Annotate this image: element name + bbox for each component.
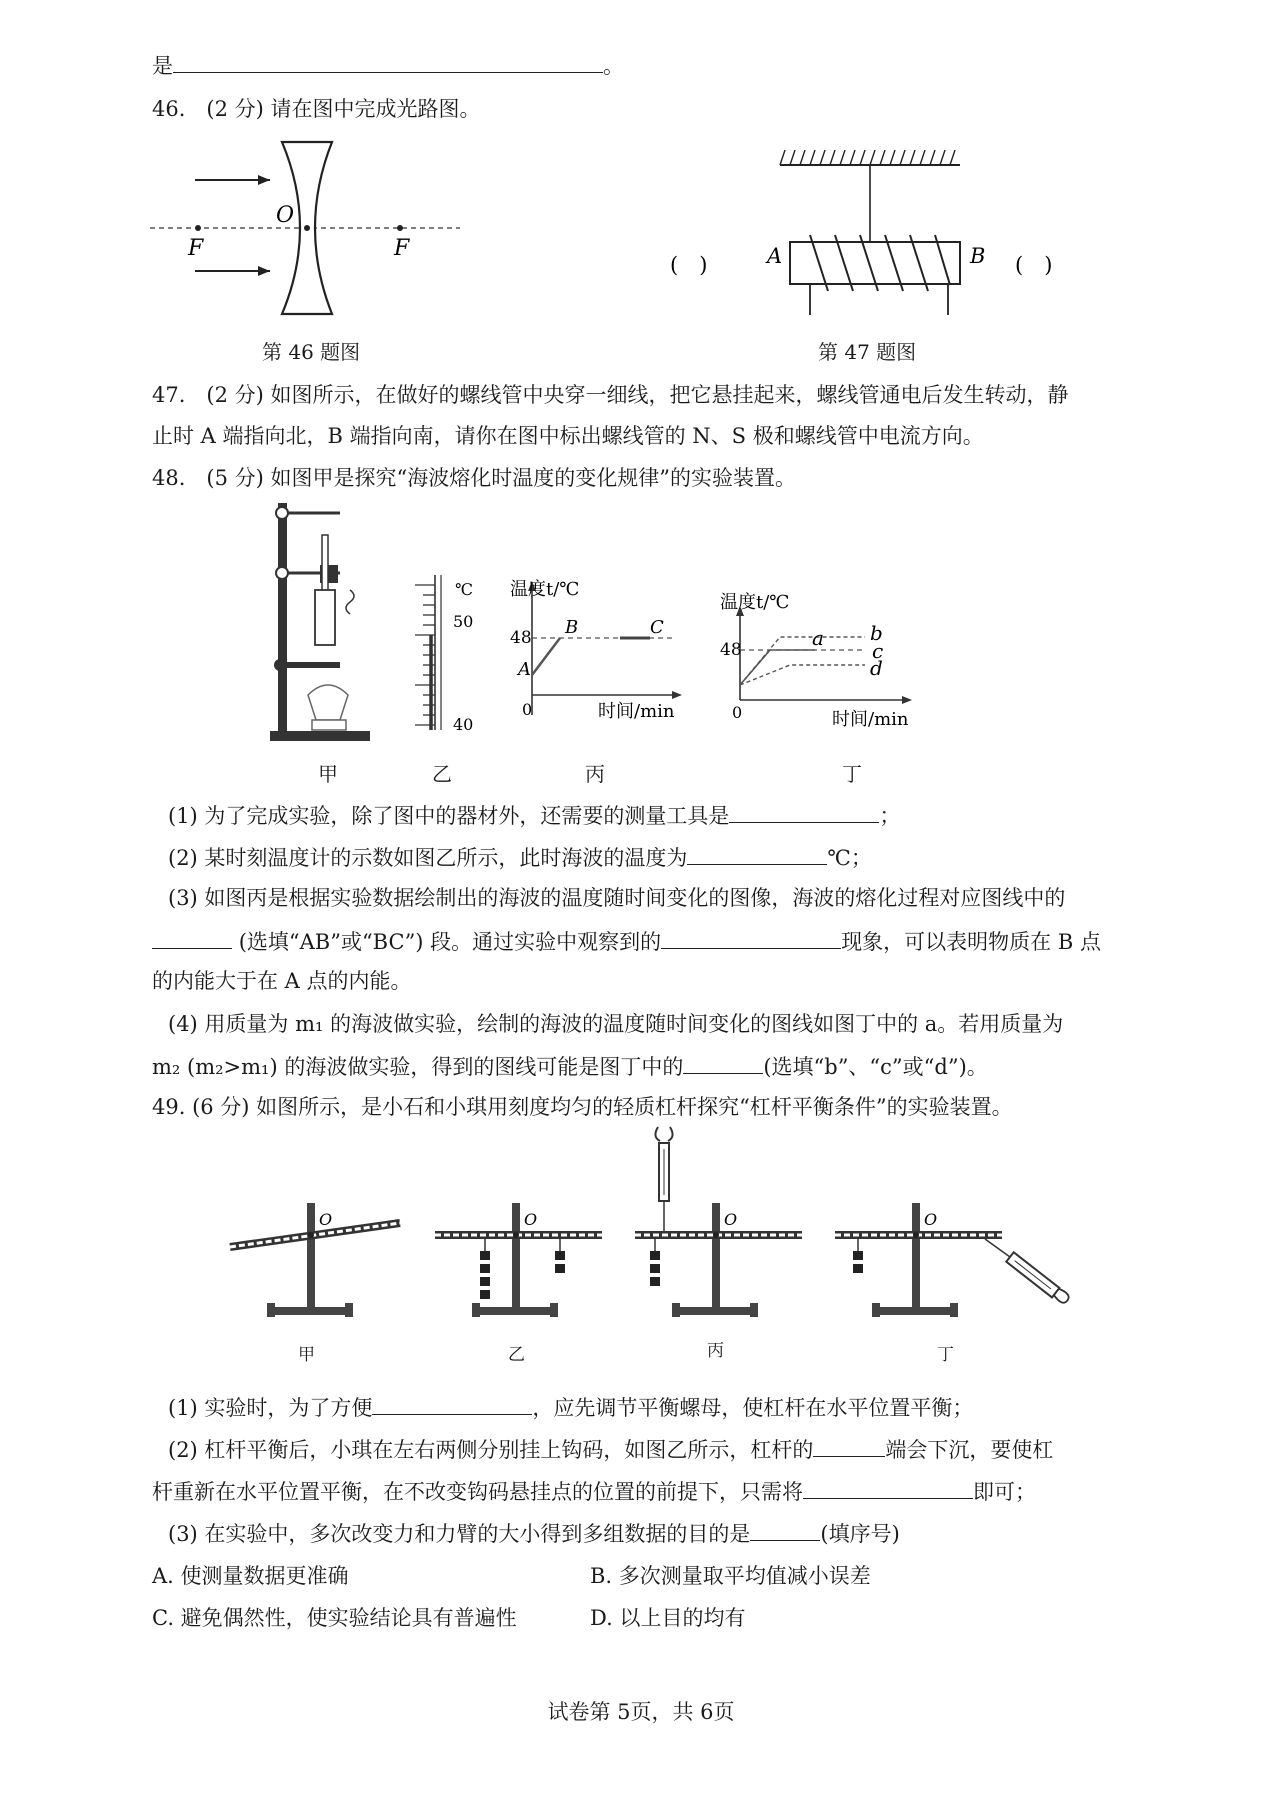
bing-y48: 48: [510, 628, 532, 648]
q49-label-jia: 甲: [298, 1345, 315, 1365]
answer-blank[interactable]: [173, 50, 603, 73]
q49-part1: (1) 实验时，为了方便 ，应先调节平衡螺母，使杠杆在水平位置平衡；: [168, 1392, 973, 1422]
q48-part4-blank[interactable]: [683, 1051, 763, 1074]
q48-label-yi: 乙: [432, 762, 452, 786]
q48-part3-blank1[interactable]: [152, 926, 232, 949]
q46-text: 46. (2 分) 请在图中完成光路图。: [152, 97, 481, 121]
q48-part4-line1: (4) 用质量为 m₁ 的海波做实验，绘制的海波的温度随时间变化的图线如图丁中的 a。若用质量为: [168, 1012, 1064, 1036]
bing-label-B: B: [565, 617, 579, 638]
thermometer-tick-50: 50: [453, 612, 474, 631]
ding-label-c: c: [872, 639, 884, 663]
label-F-left: F: [188, 236, 204, 261]
q49-lever-jia: [225, 1195, 415, 1339]
yi-pivot-O: O: [524, 1210, 538, 1229]
ding-xlabel: 时间/min: [832, 709, 909, 730]
q49-lever-ding: [830, 1195, 1070, 1339]
q49-intro: 49. (6 分) 如图所示，是小石和小琪用刻度均匀的轻质杠杆探究“杠杆平衡条件”的实验装置。: [152, 1095, 1013, 1119]
paren-left-answer: ( ): [670, 253, 708, 277]
q48-graph-ding: [720, 590, 930, 739]
q49-part3: (3) 在实验中，多次改变力和力臂的大小得到多组数据的目的是 (填序号): [168, 1518, 900, 1548]
ding-label-a: a: [812, 626, 824, 650]
q49-part2-blank1[interactable]: [813, 1434, 885, 1457]
q49-part3-blank[interactable]: [750, 1518, 820, 1541]
q48-part3-line3: 的内能大于在 A 点的内能。: [152, 969, 412, 993]
prev-question-tail: 是 。: [152, 50, 624, 80]
label-B: B: [970, 244, 986, 268]
q48-part2-blank[interactable]: [687, 842, 827, 865]
q48-part1: (1) 为了完成实验，除了图中的器材外，还需要的测量工具是 ；: [168, 800, 900, 830]
q49-lever-yi: [430, 1195, 610, 1339]
q49-option-B[interactable]: B. 多次测量取平均值减小误差: [590, 1564, 871, 1588]
page-footer: 试卷第 5页，共 6页: [547, 1700, 735, 1724]
q47-caption: 第 47 题图: [818, 340, 917, 364]
q47-solenoid-figure: [670, 150, 1090, 324]
q48-part2: (2) 某时刻温度计的示数如图乙所示，此时海波的温度为 ℃；: [168, 842, 872, 872]
q48-label-bing: 丙: [585, 762, 605, 786]
q48-apparatus-figure: [270, 495, 380, 749]
q49-option-C[interactable]: C. 避免偶然性，使实验结论具有普遍性: [152, 1606, 517, 1630]
q48-graph-bing: [510, 575, 710, 729]
q48-part3-blank2[interactable]: [661, 926, 841, 949]
ding-label-b: b: [870, 621, 883, 645]
q48-part3-line2: (选填“AB”或“BC”) 段。通过实验中观察到的 现象，可以表明物质在 B 点: [152, 926, 1101, 956]
q49-lever-bing: [630, 1125, 810, 1339]
bing-xlabel: 时间/min: [598, 701, 675, 722]
q49-option-A[interactable]: A. 使测量数据更准确: [152, 1564, 349, 1588]
paren-right-answer: ( ): [1015, 253, 1053, 277]
q48-label-jia: 甲: [318, 762, 338, 786]
q48-thermometer-figure: [405, 575, 485, 739]
q49-label-bing: 丙: [707, 1341, 724, 1361]
q47-text-line2: 止时 A 端指向北，B 端指向南，请你在图中标出螺线管的 N、S 极和螺线管中电流方向。: [152, 424, 984, 448]
label-O: O: [276, 203, 295, 228]
label-F-right: F: [394, 236, 410, 261]
q49-part2-blank2[interactable]: [803, 1476, 973, 1499]
label-A: A: [767, 244, 783, 268]
q46-lens-figure: [150, 140, 470, 324]
q48-intro: 48. (5 分) 如图甲是探究“海波熔化时温度的变化规律”的实验装置。: [152, 466, 796, 490]
ding-pivot-O: O: [924, 1210, 938, 1229]
bing-pivot-O: O: [724, 1210, 738, 1229]
bing-zero: 0: [522, 700, 533, 719]
q47-text-line1: 47. (2 分) 如图所示，在做好的螺线管中央穿一细线，把它悬挂起来，螺线管通电后发生转动，静: [152, 383, 1069, 407]
q48-label-ding: 丁: [842, 762, 862, 786]
q48-part4-line2: m₂ (m₂>m₁) 的海波做实验，得到的图线可能是图丁中的 (选填“b”、“c”或“d”)。: [152, 1051, 988, 1081]
q49-part2-line2: 杆重新在水平位置平衡，在不改变钩码悬挂点的位置的前提下，只需将 即可；: [152, 1476, 1036, 1506]
q49-label-ding: 丁: [937, 1345, 954, 1365]
bing-ylabel: 温度t/℃: [510, 579, 580, 600]
thermometer-unit: ℃: [455, 580, 473, 599]
bing-label-A: A: [518, 659, 531, 680]
q48-part3-line1: (3) 如图丙是根据实验数据绘制出的海波的温度随时间变化的图像，海波的熔化过程对应图线中的: [168, 886, 1066, 910]
ding-label-d: d: [870, 656, 883, 680]
ding-zero: 0: [732, 703, 743, 722]
q49-part2-line1: (2) 杠杆平衡后，小琪在左右两侧分别挂上钩码，如图乙所示，杠杆的 端会下沉，要使杠: [168, 1434, 1053, 1464]
jia-pivot-O: O: [319, 1210, 333, 1229]
thermometer-tick-40: 40: [453, 715, 474, 734]
q46-caption: 第 46 题图: [262, 340, 361, 364]
bing-label-C: C: [650, 617, 664, 638]
q49-option-D[interactable]: D. 以上目的均有: [590, 1606, 746, 1630]
q48-part1-blank[interactable]: [729, 800, 879, 823]
q49-part1-blank[interactable]: [372, 1392, 532, 1415]
ding-y48: 48: [720, 640, 742, 660]
q49-label-yi: 乙: [508, 1345, 525, 1365]
ding-ylabel: 温度t/℃: [720, 592, 790, 613]
